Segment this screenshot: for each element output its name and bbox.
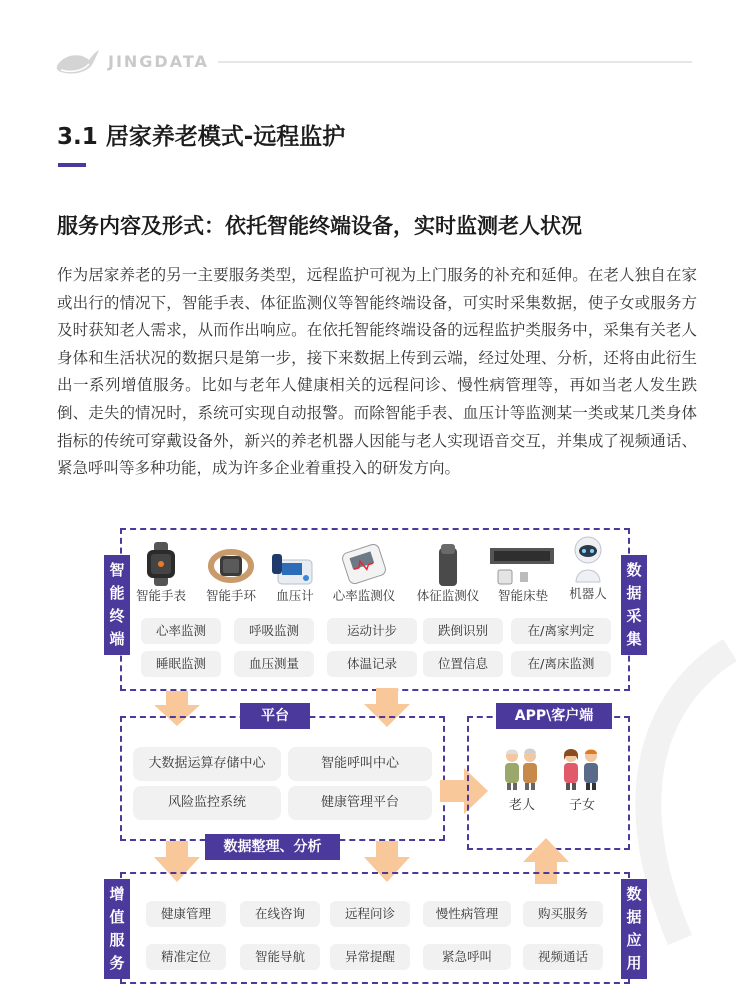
- children-label: 子女: [568, 798, 595, 813]
- data-chip: 心率监测: [141, 618, 221, 644]
- elderly-figure: [497, 748, 547, 813]
- service-chip: 购买服务: [523, 901, 603, 927]
- blood-pressure-monitor-icon: [265, 540, 325, 586]
- platform-item: 智能呼叫中心: [288, 747, 432, 781]
- data-chip: 在/离家判定: [511, 618, 611, 644]
- terminal-side-label: [104, 555, 130, 655]
- analysis-label: 数据整理、分析: [205, 834, 340, 860]
- device-robot: [558, 538, 618, 602]
- device-label: 智能床垫: [497, 588, 548, 603]
- service-chip: 异常提醒: [330, 944, 410, 970]
- device-heart-rate: [328, 540, 400, 604]
- data-chip: 跌倒识别: [423, 618, 503, 644]
- collect-side-label: [621, 555, 647, 655]
- service-chip: 紧急呼叫: [423, 944, 511, 970]
- device-smart-band: [201, 540, 261, 604]
- data-chip: 睡眠监测: [141, 651, 221, 677]
- data-chip: 运动计步: [327, 618, 417, 644]
- data-chip: 在/离床监测: [511, 651, 611, 677]
- platform-item: 大数据运算存储中心: [133, 747, 281, 781]
- page-title: 3.1 居家养老模式-远程监护: [57, 124, 346, 150]
- platform-item: 风险监控系统: [133, 786, 281, 820]
- device-blood-pressure: [265, 540, 325, 604]
- robot-icon: [558, 538, 618, 584]
- whale-logo-icon: [55, 44, 101, 78]
- service-chip: 精准定位: [146, 944, 226, 970]
- vital-sign-monitor-icon: [408, 540, 488, 586]
- device-label: 血压计: [276, 588, 314, 603]
- value-side-label-text: 增值服务: [109, 885, 125, 972]
- service-chip: 远程问诊: [330, 901, 410, 927]
- platform-label: 平台: [240, 703, 310, 729]
- device-smart-mattress: [488, 540, 558, 604]
- smart-band-icon: [201, 540, 261, 586]
- elderly-couple-icon: [497, 748, 547, 790]
- section-subtitle: 服务内容及形式：依托智能终端设备，实时监测老人状况: [57, 214, 582, 238]
- brand-logo: [55, 44, 101, 78]
- data-chip: 呼吸监测: [234, 618, 314, 644]
- header-divider: [218, 61, 692, 63]
- smart-mattress-icon: [488, 540, 558, 586]
- apply-side-label: [621, 879, 647, 979]
- heart-rate-monitor-icon: [328, 540, 400, 586]
- title-underline: [58, 163, 86, 167]
- service-chip: 视频通话: [523, 944, 603, 970]
- device-label: 体征监测仪: [416, 588, 480, 603]
- app-label: APP\客户端: [496, 703, 612, 729]
- service-chip: 在线咨询: [240, 901, 320, 927]
- smartwatch-icon: [131, 540, 191, 586]
- device-label: 心率监测仪: [332, 588, 396, 603]
- value-side-label: [104, 879, 130, 979]
- brand-name: JINGDATA: [108, 52, 209, 71]
- service-chip: 慢性病管理: [423, 901, 511, 927]
- service-chip: 健康管理: [146, 901, 226, 927]
- device-label: 机器人: [569, 586, 607, 601]
- device-label: 智能手环: [205, 588, 256, 603]
- service-chip: 智能导航: [240, 944, 320, 970]
- data-chip: 位置信息: [423, 651, 503, 677]
- data-chip: 体温记录: [327, 651, 417, 677]
- collect-side-label-text: 数据采集: [626, 561, 642, 648]
- device-vital-sign: [408, 540, 488, 604]
- device-smartwatch: [131, 540, 191, 604]
- apply-side-label-text: 数据应用: [626, 885, 642, 972]
- children-figure: [558, 748, 606, 813]
- body-paragraph: 作为居家养老的另一主要服务类型，远程监护可视为上门服务的补充和延伸。在老人独自在家或出行的情况下，智能手表、体征监测仪等智能终端设备，可实时采集数据，使子女或服务方及时获知老人需求，从而作出响应。在依托智能终端设备的远程监护类服务中，采集有关老人身体和生活状况的数据只是第一步，接下来数据上传到云端，经过处理、分析，还将由此衍生出一系列增值服务。比如与老年人健康相关的远程问诊、慢性病管理等，再如当老人发生跌倒、走失的情况时，系统可实现自动报警。而除智能手表、血压计等监测某一类或某几类身体指标的传统可穿戴设备外，新兴的养老机器人因能与老人实现语音交互，并集成了视频通话、紧急呼叫等多种功能，成为许多企业着重投入的研发方向。: [57, 266, 697, 478]
- device-label: 智能手表: [135, 588, 186, 603]
- platform-item: 健康管理平台: [288, 786, 432, 820]
- young-couple-icon: [558, 748, 606, 790]
- data-chip: 血压测量: [234, 651, 314, 677]
- elderly-label: 老人: [508, 798, 535, 813]
- terminal-side-label-text: 智能终端: [109, 561, 125, 648]
